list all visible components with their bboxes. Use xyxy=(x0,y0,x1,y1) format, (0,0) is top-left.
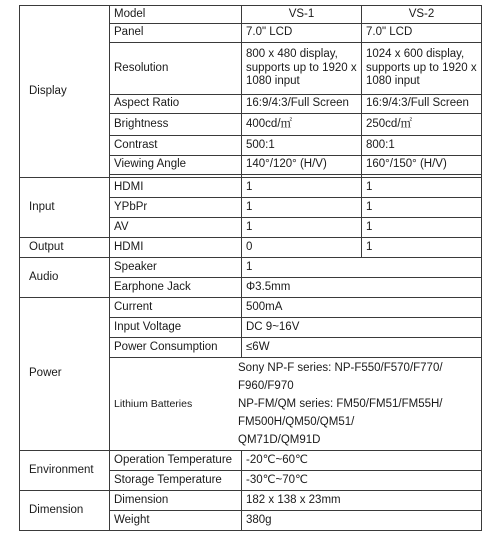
table-row xyxy=(20,491,482,511)
category-audio: Audio xyxy=(20,258,110,298)
category-power: Power xyxy=(20,298,110,451)
aspect-ratio-vs1: 16:9/4:3/Full Screen xyxy=(242,95,362,114)
weight-value: 380g xyxy=(242,511,482,531)
row-label-dimension: Dimension xyxy=(110,491,242,511)
lithium-batteries-cell xyxy=(110,358,482,451)
header-vs1: VS-1 xyxy=(242,6,362,24)
row-label-av: AV xyxy=(110,218,242,238)
fm-series-line1: FM50/FM51/FM55H/ xyxy=(336,398,443,410)
table-row xyxy=(20,298,482,318)
av-vs2: 1 xyxy=(362,218,482,238)
operation-temperature-value: -20℃~60℃ xyxy=(242,451,482,471)
panel-vs1: 7.0" LCD xyxy=(242,24,362,43)
earphone-jack-value: Φ3.5mm xyxy=(242,278,482,298)
brightness-vs1: 400cd/㎡ xyxy=(242,114,362,136)
speaker-value: 1 xyxy=(242,258,482,278)
row-label-speaker: Speaker xyxy=(110,258,242,278)
current-value: 500mA xyxy=(242,298,482,318)
storage-temperature-value: -30℃~70℃ xyxy=(242,471,482,491)
row-label-input-voltage: Input Voltage xyxy=(110,318,242,338)
table-row xyxy=(20,451,482,471)
row-label-panel: Panel xyxy=(110,24,242,43)
table-row xyxy=(20,238,482,258)
category-input: Input xyxy=(20,178,110,238)
row-label-viewing-angle: Viewing Angle xyxy=(110,156,242,175)
resolution-vs1: 800 x 480 display, supports up to 1920 x 1080 input xyxy=(242,43,362,95)
sony-series-label: Sony NP-F series: xyxy=(238,362,332,374)
row-label-aspect-ratio: Aspect Ratio xyxy=(110,95,242,114)
brightness-vs2: 250cd/㎡ xyxy=(362,114,482,136)
hdmi-input-vs2: 1 xyxy=(362,178,482,198)
table-row xyxy=(20,178,482,198)
aspect-ratio-vs2: 16:9/4:3/Full Screen xyxy=(362,95,482,114)
hdmi-output-vs2: 1 xyxy=(362,238,482,258)
category-dimension: Dimension xyxy=(20,491,110,531)
category-output: Output xyxy=(20,238,110,258)
spec-table xyxy=(19,5,482,531)
row-label-brightness: Brightness xyxy=(110,114,242,136)
row-label-current: Current xyxy=(110,298,242,318)
contrast-vs1: 500:1 xyxy=(242,136,362,156)
sony-series-line1: NP-F550/F570/F770/ xyxy=(334,362,443,374)
row-label-hdmi-input: HDMI xyxy=(110,178,242,198)
table-row xyxy=(20,6,482,24)
fm-series-line2: FM500H/QM50/QM51/ xyxy=(238,416,355,428)
panel-vs2: 7.0" LCD xyxy=(362,24,482,43)
header-vs2: VS-2 xyxy=(362,6,482,24)
row-label-hdmi-output: HDMI xyxy=(110,238,242,258)
category-environment: Environment xyxy=(20,451,110,491)
resolution-vs2: 1024 x 600 display, supports up to 1920 x 1080 input xyxy=(362,43,482,95)
input-voltage-value: DC 9~16V xyxy=(242,318,482,338)
hdmi-input-vs1: 1 xyxy=(242,178,362,198)
row-label-earphone-jack: Earphone Jack xyxy=(110,278,242,298)
row-label-weight: Weight xyxy=(110,511,242,531)
row-label-power-consumption: Power Consumption xyxy=(110,338,242,358)
header-model-label: Model xyxy=(110,6,242,24)
fm-series-line3: QM71D/QM91D xyxy=(238,434,321,446)
contrast-vs2: 800:1 xyxy=(362,136,482,156)
sony-series-line2: F960/F970 xyxy=(238,380,294,392)
row-label-lithium-batteries: Lithium Batteries xyxy=(114,398,193,410)
ypbpr-vs1: 1 xyxy=(242,198,362,218)
av-vs1: 1 xyxy=(242,218,362,238)
table-row xyxy=(20,258,482,278)
fm-series-label: NP-FM/QM series: xyxy=(238,398,334,410)
hdmi-output-vs1: 0 xyxy=(242,238,362,258)
ypbpr-vs2: 1 xyxy=(362,198,482,218)
viewing-angle-vs2: 160°/150° (H/V) xyxy=(362,156,482,175)
row-label-resolution: Resolution xyxy=(110,43,242,95)
row-label-storage-temperature: Storage Temperature xyxy=(110,471,242,491)
row-label-operation-temperature: Operation Temperature xyxy=(110,451,242,471)
row-label-contrast: Contrast xyxy=(110,136,242,156)
row-label-ypbpr: YPbPr xyxy=(110,198,242,218)
power-consumption-value: ≤6W xyxy=(242,338,482,358)
dimension-value: 182 x 138 x 23mm xyxy=(242,491,482,511)
category-display: Display xyxy=(20,6,110,178)
viewing-angle-vs1: 140°/120° (H/V) xyxy=(242,156,362,175)
